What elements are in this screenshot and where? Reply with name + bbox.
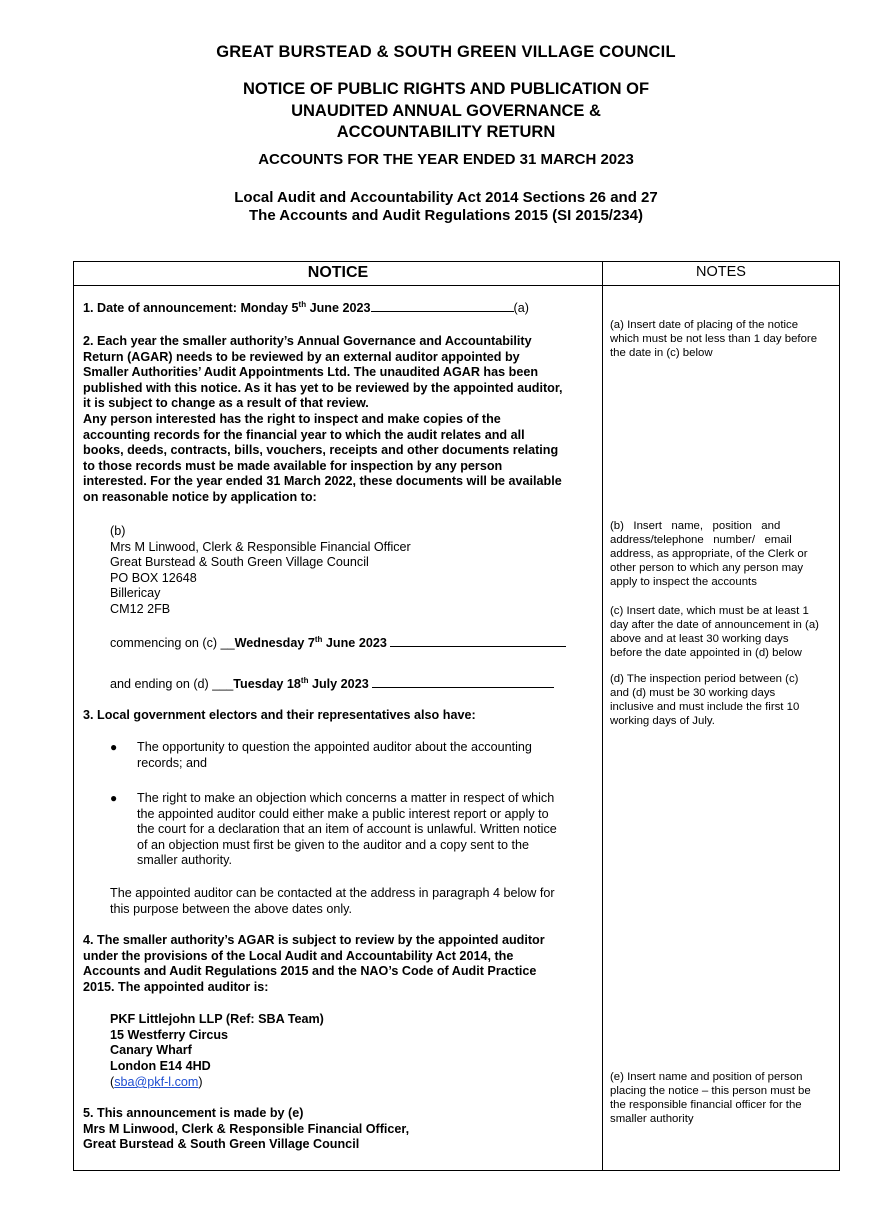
bullet-icon: ●	[110, 791, 118, 805]
notice-column-header: NOTICE	[307, 264, 369, 281]
legislation-line: The Accounts and Audit Regulations 2015 (SI 2015/234)	[249, 207, 643, 224]
paragraph-3-heading: 3. Local government electors and their representatives also have:	[83, 708, 476, 722]
note-d: (d) The inspection period between (c) and (d) must be 30 working days inclusive and must include the first 10 working days of July.	[610, 673, 800, 727]
note-e: (e) Insert name and position of person placing the notice – this person must be the responsible financial officer for the smaller authority	[610, 1071, 811, 1125]
auditor-contact-note: The appointed auditor can be contacted at the address in paragraph 4 below for this purpose between the above dates only.	[110, 886, 555, 916]
legislation-heading	[0, 189, 892, 225]
auditor-email: (sba@pkf-l.com)	[110, 1075, 203, 1089]
announcement-date: 1. Date of announcement: Monday 5th June 2023 (a)	[83, 300, 529, 315]
paragraph-5: 5. This announcement is made by (e) Mrs M Linwood, Clerk & Responsible Financial Officer, Great Burstead & South Green Village Council	[83, 1106, 410, 1152]
notice-title-line: NOTICE OF PUBLIC RIGHTS AND PUBLICATION OF	[242, 80, 650, 98]
paragraph-4: 4. The smaller authority’s AGAR is subject to review by the appointed auditor under the provisions of the Local Audit and Accountability Act 2014, the Accounts and Audit Regulations 2015 and the NAO’s Code of Audit Practice 2015. The appointed auditor is:	[83, 933, 545, 994]
notice-title-line: ACCOUNTABILITY RETURN	[336, 123, 556, 141]
auditor-address: PKF Littlejohn LLP (Ref: SBA Team) 15 Westferry Circus Canary Wharf London E14 4HD	[110, 1012, 324, 1073]
header-divider	[74, 285, 839, 286]
auditor-email-link[interactable]: sba@pkf-l.com	[114, 1075, 199, 1089]
bullet-objection: The right to make an objection which concerns a matter in respect of which the appointed auditor could either make a public interest report or apply to the court for a declaration that an item of account is unlawful. Written notice of an objection must first be given to the auditor and a copy sent to the smaller authority.	[137, 791, 557, 868]
inspection-address: (b) Mrs M Linwood, Clerk & Responsible Financial Officer Great Burstead & South Green Village Council PO BOX 12648 Billericay CM12 2FB	[110, 524, 411, 616]
council-name: GREAT BURSTEAD & SOUTH GREEN VILLAGE COUNCIL	[216, 43, 676, 61]
note-a: (a) Insert date of placing of the notice which must be not less than 1 day before the date in (c) below	[610, 319, 818, 359]
blank-line	[371, 300, 514, 312]
notes-column-header: NOTES	[696, 264, 746, 280]
notice-title-line: UNAUDITED ANNUAL GOVERNANCE &	[291, 101, 601, 120]
note-b: (b) Insert name, position and address/telephone number/ email address, as appropriate, of the Clerk or other person to which any person may apply to inspect the accounts	[610, 520, 808, 588]
bullet-question-auditor: The opportunity to question the appointed auditor about the accounting records; and	[137, 740, 532, 770]
blank-line	[390, 635, 566, 647]
column-divider	[602, 262, 603, 1170]
legislation-line: Local Audit and Accountability Act 2014 Sections 26 and 27	[234, 189, 658, 206]
bullet-icon: ●	[110, 740, 118, 754]
commencing-date: commencing on (c) __Wednesday 7th June 2023	[110, 635, 600, 652]
paragraph-2: 2. Each year the smaller authority’s Annual Governance and Accountability Return (AGAR) needs to be reviewed by an external auditor appointed by Smaller Authorities’ Audit Appointments Ltd. The unaudited AGAR has been published with this notice. As it has yet to be reviewed by the appointed auditor, it is subject to change as a result of that review. Any person interested has the right to inspect and make copies of the accounting records for the financial year to which the audit relates and all books, deeds, contracts, bills, vouchers, receipts and other documents relating to those records must be made available for inspection by any person interested. For the year ended 31 March 2022, these documents will be available on reasonable notice by application to:	[83, 334, 563, 504]
ending-date: and ending on (d) ___Tuesday 18th July 2023	[110, 676, 600, 693]
note-c: (c) Insert date, which must be at least 1 day after the date of announcement in (a) above and at least 30 working days before the date appointed in (d) below	[610, 605, 819, 659]
accounts-year-heading: ACCOUNTS FOR THE YEAR ENDED 31 MARCH 2023	[258, 151, 634, 168]
notice-title	[0, 79, 892, 144]
blank-line	[372, 676, 554, 688]
